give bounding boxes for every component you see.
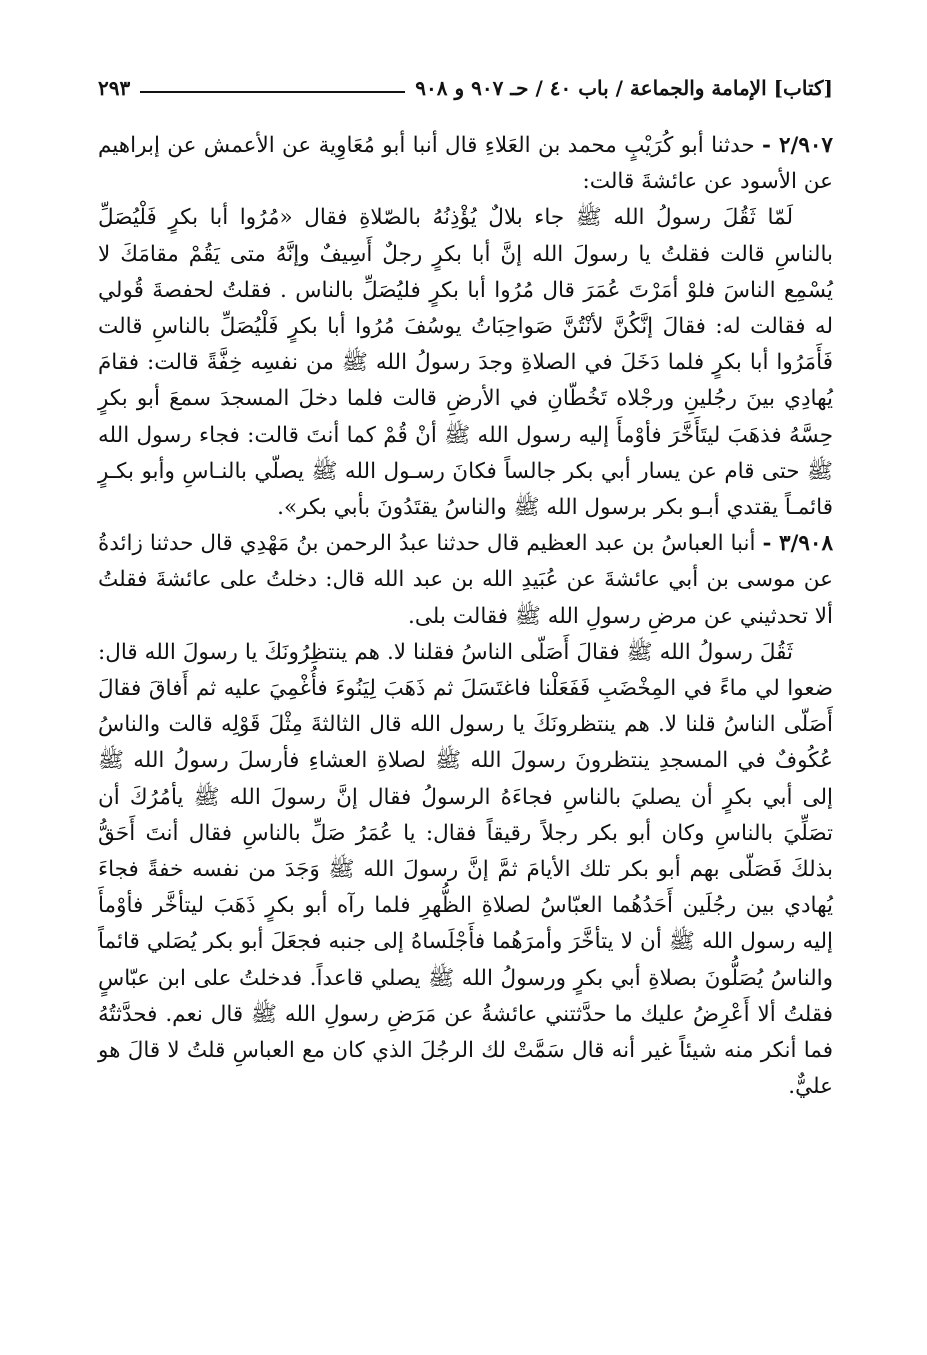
running-header xyxy=(98,66,833,100)
page-body xyxy=(98,128,833,1105)
book-page xyxy=(98,66,833,1326)
page-number: ٢٩٣ xyxy=(98,76,131,100)
isnad-text: حدثنا أبو كُرَيْبٍ محمد بن العَلاءِ قال أنبا أبو مُعَاوِية عن الأعمش عن إبراهيم عن الأسود عن عائشةَ قالت: xyxy=(98,133,833,195)
hadith-number: ٢/٩٠٧ - xyxy=(762,133,833,158)
header-rule xyxy=(140,91,405,93)
hadith-908-isnad xyxy=(98,526,833,635)
hadith-907-text: لَمّا ثَقُلَ رسولُ الله ﷺ جاء بلالٌ يُؤْذِنُهُ بالصّلاةِ فقال «مُرُوا أبا بكرٍ فَلْيُصَلِّ بالناسِ قالت فقلتُ يا رسولَ الله إنَّ أبا بكرٍ رجلٌ أَسِيفٌ وإنَّهُ متى يَقُمْ مقامَكَ لا يُسْمِع الناسَ فلوْ أمَرْتَ عُمَرَ قال مُرُوا أبا بكرٍ فليُصَلِّ بالناس . فقلتُ لحفصةَ قُولي له فقالت له: فقالَ إنَّكُنَّ لأنْتُنَّ صَواحِبَاتُ يوسُفَ مُرُوا أبا بكرٍ فَلْيُصَلِّ بالناسِ قالت فَأَمَرُوا أبا بكرٍ فلما دَخَلَ في الصلاةِ وجدَ رسولُ الله ﷺ من نفسِه خِفَّةً قالت: فقامَ يُهادِي بينَ رجُلينِ ورجْلاه تَخُطّانِ في الأرضِ قالت فلما دخلَ المسجدَ سمعَ أبو بكرٍ حِسَّهُ فذهَبَ ليتَأَخَّرَ فأوْمأَ إليه رسول الله ﷺ أنْ قُمْ كما أنتَ قالت: فجاء رسول الله ﷺ حتى قام عن يسار أبي بكر جالساً فكانَ رسـول الله ﷺ يصلّي بالنـاسِ وأبو بكـرٍ قائمـاً يقتدي أبـو بكر برسول الله ﷺ والناسُ يقتَدُونَ بأبي بكر». xyxy=(98,205,833,521)
hadith-907-isnad xyxy=(98,128,833,200)
hadith-number: ٣/٩٠٨ - xyxy=(762,531,833,557)
hadith-908-text: ثَقُلَ رسولُ الله ﷺ فقالَ أَصَلّى الناسُ فقلنا لا. هم ينتظِرُونَكَ يا رسولَ الله قال: ضعوا لي ماءً في المِخْضَبِ فَفَعَلْنا فاغتَسَلَ ثم ذَهَبَ لِيَنُوءَ فأُغْمِيَ عليه ثم أَفاقَ فقالَ أَصَلّى الناسُ قلنا لا. هم ينتظرونَكَ يا رسول الله قال الثالثةَ مِثْلَ قَوْلِه قالت والناسُ عُكُوفٌ في المسجدِ ينتظرونَ رسولَ الله ﷺ لصلاةِ العشاءِ فأرسلَ رسولُ الله ﷺ إلى أبي بكرٍ أن يصليَ بالناسِ فجاءَهُ الرسولُ فقال إنَّ رسولَ الله ﷺ يأمُرُكَ أن تصَلِّيَ بالناسِ وكان أبو بكر رجلاً رقيقاً فقال: يا عُمَرُ صَلِّ بالناسِ فقال أنتَ أَحَقُّ بذلكَ فَصَلّى بهم أبو بكر تلك الأيامَ ثمَّ إنَّ رسولَ الله ﷺ وَجَدَ من نفسه خفةً فجاءَ يُهادي بين رجُلَين أَحَدُهُما العبّاسُ لصلاةِ الظُّهرِ فلما رآه أبو بكرٍ ذَهَبَ ليتأخَّر فأوْمأَ إليه رسول الله ﷺ أن لا يتأخَّرَ وأمرَهُما فأَجْلَساهُ إلى جنبه فجعَلَ أبو بكر يُصَلي قائماً والناسُ يُصَلُّونَ بصلاةِ أبي بكرٍ ورسولُ الله ﷺ يصلي قاعداً. فدخلتُ على ابن عبّاسٍ فقلتُ ألا أَعْرِضُ عليك ما حدَّثتني عائشةُ عن مَرَضِ رسولِ الله ﷺ قال نعم. فحدَّثتُهُ فما أنكر منه شيئاً غير أنه قال سَمَّتْ لك الرجُلَ الذي كان مع العباسِ قلتُ لا قالَ هو عليٌّ. xyxy=(98,639,833,1100)
running-title: [كتاب] الإمامة والجماعة / باب ٤٠ / حـ ٩٠٧ و ٩٠٨ xyxy=(415,76,833,100)
isnad-text: أنبا العباسُ بن عبد العظيم قال حدثنا عبدُ الرحمن بنُ مَهْدِي قال حدثنا زائدةُ عن موسى بن أبي عائشةَ عن عُبَيدِ الله بن عبد الله قال: دخلتُ على عائشةَ فقلتُ ألا تحدثيني عن مرضِ رسولِ الله ﷺ فقالت بلى. xyxy=(98,531,833,629)
